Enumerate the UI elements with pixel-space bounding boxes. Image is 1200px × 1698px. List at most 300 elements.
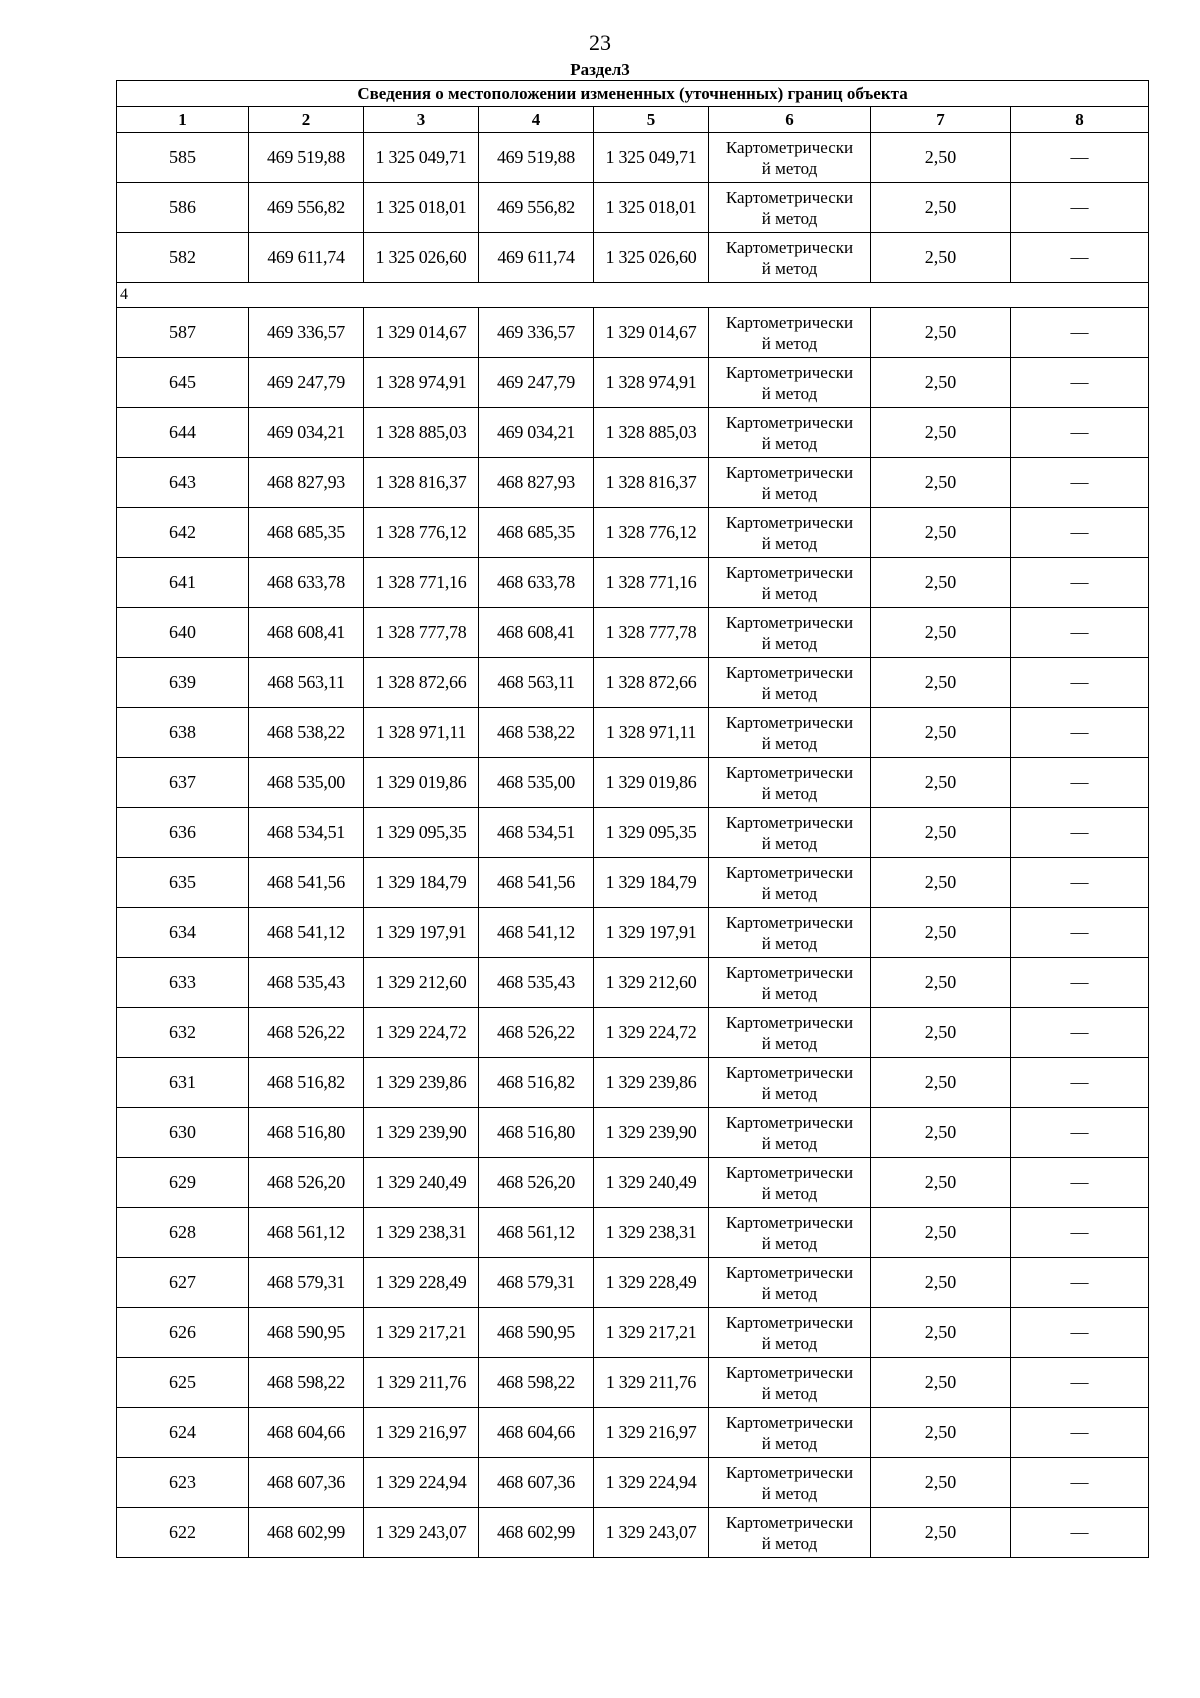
column-number: 8 [1011, 107, 1149, 133]
method-text-line2: й метод [761, 333, 818, 353]
method-cell [709, 858, 871, 908]
accuracy-cell: 2,50 [871, 308, 1011, 358]
x-existing-cell: 468 602,99 [249, 1508, 364, 1558]
description-cell: — [1011, 1158, 1149, 1208]
table-title-row [117, 81, 1149, 107]
x-new-cell: 468 561,12 [479, 1208, 594, 1258]
y-new-cell: 1 329 211,76 [594, 1358, 709, 1408]
description-cell: — [1011, 1308, 1149, 1358]
column-number: 6 [709, 107, 871, 133]
y-new-cell: 1 329 014,67 [594, 308, 709, 358]
point-number-cell: 625 [117, 1358, 249, 1408]
description-cell: — [1011, 358, 1149, 408]
x-new-cell: 468 516,80 [479, 1108, 594, 1158]
y-new-cell: 1 328 816,37 [594, 458, 709, 508]
y-new-cell: 1 328 974,91 [594, 358, 709, 408]
y-new-cell: 1 329 184,79 [594, 858, 709, 908]
x-existing-cell: 468 633,78 [249, 558, 364, 608]
column-number-row [117, 107, 1149, 133]
x-new-cell: 468 535,00 [479, 758, 594, 808]
point-number-cell: 641 [117, 558, 249, 608]
x-existing-cell: 468 535,00 [249, 758, 364, 808]
column-number: 2 [249, 107, 364, 133]
y-new-cell: 1 329 224,72 [594, 1008, 709, 1058]
table-title: Сведения о местоположении измененных (уточненных) границ объекта [117, 81, 1149, 107]
description-cell: — [1011, 233, 1149, 283]
x-existing-cell: 468 561,12 [249, 1208, 364, 1258]
x-new-cell: 469 336,57 [479, 308, 594, 358]
method-text-line2: й метод [761, 483, 818, 503]
y-existing-cell: 1 328 885,03 [364, 408, 479, 458]
method-text-line2: й метод [761, 1483, 818, 1503]
method-text-line1: Картометрически [725, 1412, 854, 1432]
x-existing-cell: 468 827,93 [249, 458, 364, 508]
y-new-cell: 1 328 885,03 [594, 408, 709, 458]
y-new-cell: 1 329 228,49 [594, 1258, 709, 1308]
accuracy-cell: 2,50 [871, 958, 1011, 1008]
method-cell [709, 1158, 871, 1208]
method-cell [709, 233, 871, 283]
accuracy-cell: 2,50 [871, 808, 1011, 858]
description-cell: — [1011, 1108, 1149, 1158]
method-cell [709, 558, 871, 608]
point-number-cell: 622 [117, 1508, 249, 1558]
point-number-cell: 635 [117, 858, 249, 908]
accuracy-cell: 2,50 [871, 1358, 1011, 1408]
table-row [117, 1008, 1149, 1058]
x-new-cell: 469 247,79 [479, 358, 594, 408]
y-new-cell: 1 329 197,91 [594, 908, 709, 958]
x-new-cell: 469 519,88 [479, 133, 594, 183]
method-cell [709, 133, 871, 183]
point-number-cell: 639 [117, 658, 249, 708]
point-number-cell: 644 [117, 408, 249, 458]
x-existing-cell: 468 541,12 [249, 908, 364, 958]
method-text-line2: й метод [761, 1033, 818, 1053]
column-number: 5 [594, 107, 709, 133]
y-new-cell: 1 328 777,78 [594, 608, 709, 658]
point-number-cell: 632 [117, 1008, 249, 1058]
method-text-line2: й метод [761, 633, 818, 653]
table-row [117, 408, 1149, 458]
method-cell [709, 758, 871, 808]
method-text-line1: Картометрически [725, 1462, 854, 1482]
x-new-cell: 468 604,66 [479, 1408, 594, 1458]
column-number: 3 [364, 107, 479, 133]
y-new-cell: 1 329 212,60 [594, 958, 709, 1008]
method-cell [709, 1358, 871, 1408]
method-cell [709, 1208, 871, 1258]
description-cell: — [1011, 1358, 1149, 1408]
method-text-line1: Картометрически [725, 762, 854, 782]
x-existing-cell: 468 685,35 [249, 508, 364, 558]
method-text-line1: Картометрически [725, 137, 854, 157]
accuracy-cell: 2,50 [871, 183, 1011, 233]
method-cell [709, 1058, 871, 1108]
x-existing-cell: 468 526,22 [249, 1008, 364, 1058]
x-new-cell: 468 607,36 [479, 1458, 594, 1508]
x-new-cell: 468 590,95 [479, 1308, 594, 1358]
method-text-line2: й метод [761, 583, 818, 603]
method-text-line1: Картометрически [725, 412, 854, 432]
point-number-cell: 634 [117, 908, 249, 958]
x-new-cell: 468 538,22 [479, 708, 594, 758]
point-number-cell: 645 [117, 358, 249, 408]
description-cell: — [1011, 508, 1149, 558]
accuracy-cell: 2,50 [871, 1508, 1011, 1558]
method-text-line2: й метод [761, 883, 818, 903]
y-new-cell: 1 329 224,94 [594, 1458, 709, 1508]
x-existing-cell: 469 247,79 [249, 358, 364, 408]
point-number-cell: 628 [117, 1208, 249, 1258]
description-cell: — [1011, 758, 1149, 808]
method-cell [709, 958, 871, 1008]
point-number-cell: 623 [117, 1458, 249, 1508]
column-number: 7 [871, 107, 1011, 133]
y-new-cell: 1 325 049,71 [594, 133, 709, 183]
method-text-line2: й метод [761, 1183, 818, 1203]
y-new-cell: 1 325 026,60 [594, 233, 709, 283]
method-text-line2: й метод [761, 208, 818, 228]
method-text-line1: Картометрически [725, 362, 854, 382]
method-cell [709, 708, 871, 758]
method-cell [709, 908, 871, 958]
x-new-cell: 468 526,20 [479, 1158, 594, 1208]
x-new-cell: 468 541,12 [479, 908, 594, 958]
x-existing-cell: 468 526,20 [249, 1158, 364, 1208]
description-cell: — [1011, 1208, 1149, 1258]
x-existing-cell: 468 563,11 [249, 658, 364, 708]
accuracy-cell: 2,50 [871, 1208, 1011, 1258]
table-row [117, 608, 1149, 658]
y-existing-cell: 1 329 014,67 [364, 308, 479, 358]
description-cell: — [1011, 183, 1149, 233]
description-cell: — [1011, 708, 1149, 758]
x-new-cell: 468 535,43 [479, 958, 594, 1008]
method-cell [709, 408, 871, 458]
accuracy-cell: 2,50 [871, 1408, 1011, 1458]
method-cell [709, 458, 871, 508]
y-new-cell: 1 328 872,66 [594, 658, 709, 708]
y-new-cell: 1 328 971,11 [594, 708, 709, 758]
method-cell [709, 358, 871, 408]
y-existing-cell: 1 329 238,31 [364, 1208, 479, 1258]
x-new-cell: 468 516,82 [479, 1058, 594, 1108]
table-row [117, 183, 1149, 233]
y-existing-cell: 1 325 049,71 [364, 133, 479, 183]
description-cell: — [1011, 658, 1149, 708]
method-text-line2: й метод [761, 833, 818, 853]
y-existing-cell: 1 329 197,91 [364, 908, 479, 958]
method-text-line2: й метод [761, 1533, 818, 1553]
point-number-cell: 636 [117, 808, 249, 858]
method-text-line1: Картометрически [725, 1062, 854, 1082]
table-row [117, 308, 1149, 358]
accuracy-cell: 2,50 [871, 458, 1011, 508]
point-number-cell: 586 [117, 183, 249, 233]
method-text-line2: й метод [761, 783, 818, 803]
y-new-cell: 1 329 019,86 [594, 758, 709, 808]
method-cell [709, 1258, 871, 1308]
y-existing-cell: 1 329 216,97 [364, 1408, 479, 1458]
method-text-line2: й метод [761, 258, 818, 278]
y-existing-cell: 1 329 211,76 [364, 1358, 479, 1408]
method-text-line2: й метод [761, 1283, 818, 1303]
x-existing-cell: 468 534,51 [249, 808, 364, 858]
x-new-cell: 468 608,41 [479, 608, 594, 658]
y-existing-cell: 1 325 026,60 [364, 233, 479, 283]
table-row [117, 908, 1149, 958]
y-new-cell: 1 329 239,90 [594, 1108, 709, 1158]
accuracy-cell: 2,50 [871, 858, 1011, 908]
method-text-line1: Картометрически [725, 1112, 854, 1132]
accuracy-cell: 2,50 [871, 658, 1011, 708]
table-row [117, 1158, 1149, 1208]
table-row [117, 858, 1149, 908]
accuracy-cell: 2,50 [871, 908, 1011, 958]
y-existing-cell: 1 329 240,49 [364, 1158, 479, 1208]
x-existing-cell: 468 541,56 [249, 858, 364, 908]
method-text-line1: Картометрически [725, 1362, 854, 1382]
x-existing-cell: 468 538,22 [249, 708, 364, 758]
method-text-line2: й метод [761, 933, 818, 953]
contour-group-row [117, 283, 1149, 308]
description-cell: — [1011, 558, 1149, 608]
section-title: Раздел3 [570, 60, 630, 79]
point-number-cell: 585 [117, 133, 249, 183]
column-number: 1 [117, 107, 249, 133]
table-row [117, 458, 1149, 508]
x-existing-cell: 468 607,36 [249, 1458, 364, 1508]
x-new-cell: 468 563,11 [479, 658, 594, 708]
accuracy-cell: 2,50 [871, 1458, 1011, 1508]
method-cell [709, 508, 871, 558]
method-cell [709, 808, 871, 858]
description-cell: — [1011, 1008, 1149, 1058]
point-number-cell: 642 [117, 508, 249, 558]
table-row [117, 1108, 1149, 1158]
point-number-cell: 624 [117, 1408, 249, 1458]
y-existing-cell: 1 329 224,94 [364, 1458, 479, 1508]
accuracy-cell: 2,50 [871, 1308, 1011, 1358]
method-text-line2: й метод [761, 433, 818, 453]
description-cell: — [1011, 408, 1149, 458]
method-text-line2: й метод [761, 683, 818, 703]
method-text-line1: Картометрически [725, 462, 854, 482]
point-number-cell: 638 [117, 708, 249, 758]
point-number-cell: 640 [117, 608, 249, 658]
x-new-cell: 468 827,93 [479, 458, 594, 508]
accuracy-cell: 2,50 [871, 1258, 1011, 1308]
method-text-line1: Картометрически [725, 1262, 854, 1282]
method-text-line2: й метод [761, 1383, 818, 1403]
y-existing-cell: 1 328 971,11 [364, 708, 479, 758]
x-existing-cell: 469 034,21 [249, 408, 364, 458]
y-new-cell: 1 329 243,07 [594, 1508, 709, 1558]
y-new-cell: 1 325 018,01 [594, 183, 709, 233]
accuracy-cell: 2,50 [871, 708, 1011, 758]
x-existing-cell: 469 519,88 [249, 133, 364, 183]
method-text-line2: й метод [761, 1083, 818, 1103]
boundary-table [116, 80, 1149, 1558]
y-existing-cell: 1 328 872,66 [364, 658, 479, 708]
accuracy-cell: 2,50 [871, 1158, 1011, 1208]
y-existing-cell: 1 325 018,01 [364, 183, 479, 233]
point-number-cell: 626 [117, 1308, 249, 1358]
method-text-line1: Картометрически [725, 662, 854, 682]
method-cell [709, 1458, 871, 1508]
description-cell: — [1011, 1408, 1149, 1458]
table-row [117, 133, 1149, 183]
method-text-line1: Картометрически [725, 962, 854, 982]
point-number-cell: 631 [117, 1058, 249, 1108]
table-row [117, 1258, 1149, 1308]
accuracy-cell: 2,50 [871, 608, 1011, 658]
table-row [117, 1408, 1149, 1458]
description-cell: — [1011, 458, 1149, 508]
x-new-cell: 468 541,56 [479, 858, 594, 908]
table-row [117, 1458, 1149, 1508]
y-existing-cell: 1 328 771,16 [364, 558, 479, 608]
method-cell [709, 183, 871, 233]
accuracy-cell: 2,50 [871, 233, 1011, 283]
accuracy-cell: 2,50 [871, 133, 1011, 183]
y-new-cell: 1 329 240,49 [594, 1158, 709, 1208]
point-number-cell: 587 [117, 308, 249, 358]
description-cell: — [1011, 908, 1149, 958]
x-existing-cell: 468 604,66 [249, 1408, 364, 1458]
point-number-cell: 582 [117, 233, 249, 283]
method-text-line1: Картометрически [725, 1312, 854, 1332]
y-existing-cell: 1 328 974,91 [364, 358, 479, 408]
x-existing-cell: 468 516,80 [249, 1108, 364, 1158]
y-existing-cell: 1 329 184,79 [364, 858, 479, 908]
table-row [117, 958, 1149, 1008]
y-new-cell: 1 328 776,12 [594, 508, 709, 558]
method-cell [709, 1308, 871, 1358]
description-cell: — [1011, 958, 1149, 1008]
x-existing-cell: 468 579,31 [249, 1258, 364, 1308]
method-text-line1: Картометрически [725, 1012, 854, 1032]
page-number: 23 [589, 30, 611, 55]
method-text-line2: й метод [761, 1233, 818, 1253]
accuracy-cell: 2,50 [871, 1058, 1011, 1108]
method-text-line1: Картометрически [725, 1212, 854, 1232]
table-row [117, 1508, 1149, 1558]
accuracy-cell: 2,50 [871, 408, 1011, 458]
x-existing-cell: 468 598,22 [249, 1358, 364, 1408]
x-new-cell: 469 034,21 [479, 408, 594, 458]
y-existing-cell: 1 329 228,49 [364, 1258, 479, 1308]
accuracy-cell: 2,50 [871, 1108, 1011, 1158]
y-new-cell: 1 329 217,21 [594, 1308, 709, 1358]
method-text-line1: Картометрически [725, 712, 854, 732]
y-existing-cell: 1 328 816,37 [364, 458, 479, 508]
y-new-cell: 1 329 216,97 [594, 1408, 709, 1458]
table-row [117, 758, 1149, 808]
method-text-line2: й метод [761, 383, 818, 403]
method-cell [709, 1008, 871, 1058]
description-cell: — [1011, 858, 1149, 908]
y-new-cell: 1 329 238,31 [594, 1208, 709, 1258]
y-existing-cell: 1 329 243,07 [364, 1508, 479, 1558]
x-new-cell: 469 611,74 [479, 233, 594, 283]
method-text-line2: й метод [761, 1133, 818, 1153]
x-existing-cell: 469 611,74 [249, 233, 364, 283]
accuracy-cell: 2,50 [871, 558, 1011, 608]
y-existing-cell: 1 328 777,78 [364, 608, 479, 658]
method-cell [709, 658, 871, 708]
x-existing-cell: 468 608,41 [249, 608, 364, 658]
x-existing-cell: 468 590,95 [249, 1308, 364, 1358]
x-new-cell: 468 633,78 [479, 558, 594, 608]
method-text-line1: Картометрически [725, 862, 854, 882]
x-new-cell: 468 598,22 [479, 1358, 594, 1408]
method-text-line1: Картометрически [725, 512, 854, 532]
column-number: 4 [479, 107, 594, 133]
point-number-cell: 637 [117, 758, 249, 808]
accuracy-cell: 2,50 [871, 508, 1011, 558]
y-new-cell: 1 328 771,16 [594, 558, 709, 608]
point-number-cell: 643 [117, 458, 249, 508]
y-existing-cell: 1 329 019,86 [364, 758, 479, 808]
description-cell: — [1011, 1058, 1149, 1108]
y-existing-cell: 1 329 217,21 [364, 1308, 479, 1358]
method-cell [709, 608, 871, 658]
y-existing-cell: 1 329 224,72 [364, 1008, 479, 1058]
x-existing-cell: 469 556,82 [249, 183, 364, 233]
table-row [117, 708, 1149, 758]
accuracy-cell: 2,50 [871, 758, 1011, 808]
description-cell: — [1011, 1258, 1149, 1308]
description-cell: — [1011, 133, 1149, 183]
y-new-cell: 1 329 239,86 [594, 1058, 709, 1108]
y-existing-cell: 1 329 239,86 [364, 1058, 479, 1108]
description-cell: — [1011, 308, 1149, 358]
x-new-cell: 468 602,99 [479, 1508, 594, 1558]
method-text-line1: Картометрически [725, 912, 854, 932]
method-text-line1: Картометрически [725, 237, 854, 257]
x-new-cell: 468 579,31 [479, 1258, 594, 1308]
x-new-cell: 468 534,51 [479, 808, 594, 858]
method-text-line1: Картометрически [725, 612, 854, 632]
method-text-line1: Картометрически [725, 812, 854, 832]
method-text-line2: й метод [761, 158, 818, 178]
point-number-cell: 627 [117, 1258, 249, 1308]
method-text-line1: Картометрически [725, 1162, 854, 1182]
table-row [117, 233, 1149, 283]
accuracy-cell: 2,50 [871, 358, 1011, 408]
method-text-line1: Картометрически [725, 1512, 854, 1532]
y-existing-cell: 1 329 239,90 [364, 1108, 479, 1158]
method-cell [709, 1408, 871, 1458]
contour-number: 4 [117, 283, 1149, 308]
x-new-cell: 469 556,82 [479, 183, 594, 233]
table-row [117, 1208, 1149, 1258]
x-existing-cell: 468 535,43 [249, 958, 364, 1008]
table-row [117, 558, 1149, 608]
point-number-cell: 629 [117, 1158, 249, 1208]
x-existing-cell: 469 336,57 [249, 308, 364, 358]
method-text-line2: й метод [761, 983, 818, 1003]
y-existing-cell: 1 328 776,12 [364, 508, 479, 558]
y-existing-cell: 1 329 095,35 [364, 808, 479, 858]
table-row [117, 1358, 1149, 1408]
x-existing-cell: 468 516,82 [249, 1058, 364, 1108]
method-text-line2: й метод [761, 1333, 818, 1353]
table-row [117, 658, 1149, 708]
description-cell: — [1011, 808, 1149, 858]
